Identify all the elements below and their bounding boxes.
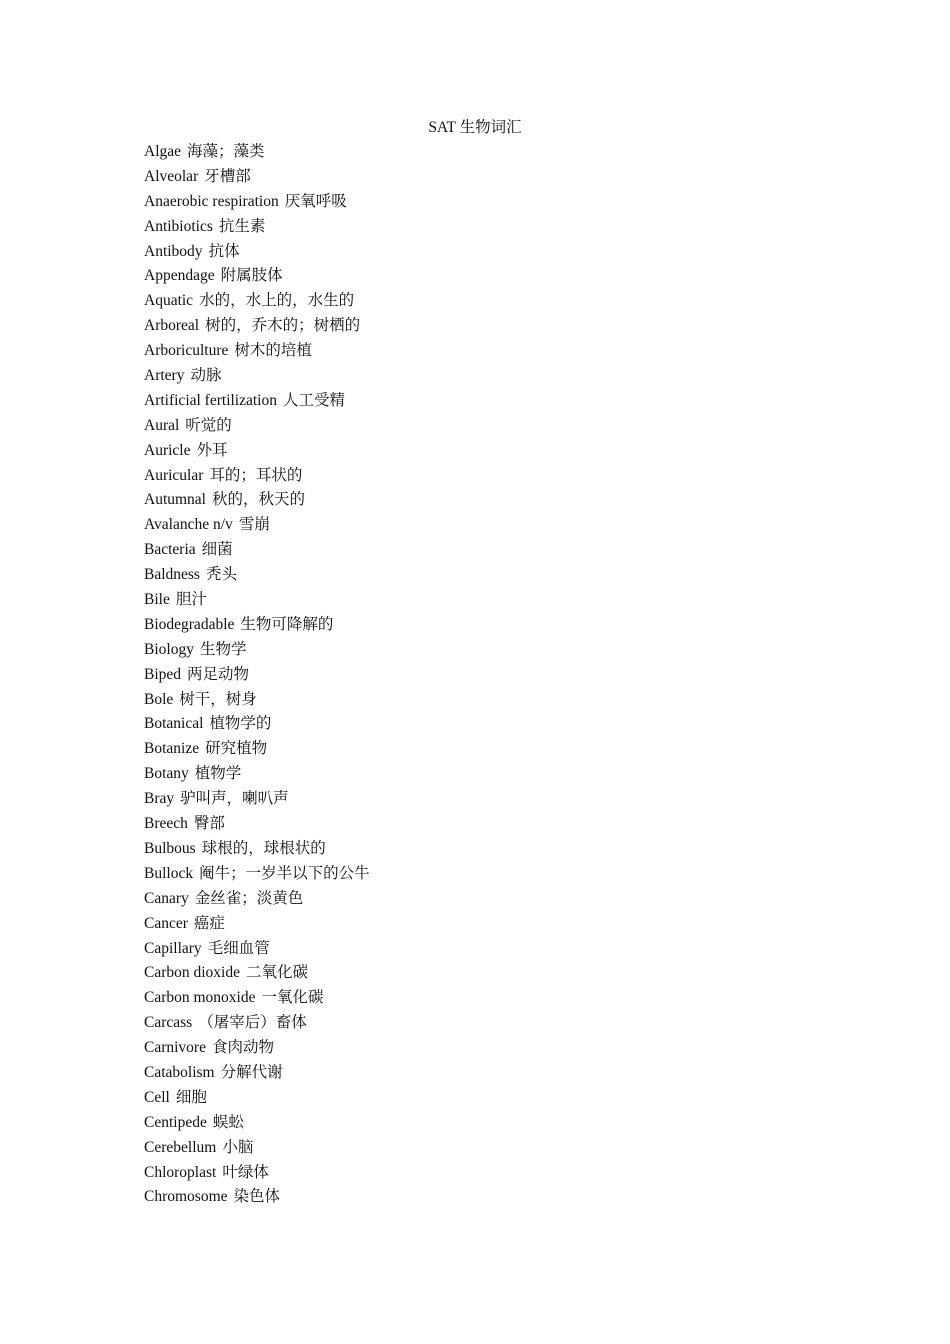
vocab-entry <box>144 613 370 638</box>
vocab-meaning: （屠宰后）畜体 <box>198 1014 307 1032</box>
document-title-text: SAT 生物词汇 <box>428 119 522 136</box>
vocab-entry <box>144 887 370 912</box>
vocab-entry <box>144 414 370 439</box>
vocab-term: Anaerobic respiration <box>144 192 279 210</box>
vocab-term: Carbon dioxide <box>144 964 240 982</box>
vocab-term: Breech <box>144 815 188 833</box>
vocab-term: Capillary <box>144 939 202 957</box>
vocab-meaning: 胆汁 <box>175 591 207 609</box>
vocab-entry <box>144 1136 370 1161</box>
vocab-meaning: 植物学的 <box>209 715 272 733</box>
vocab-meaning: 细菌 <box>201 541 233 559</box>
vocab-entry <box>144 961 370 986</box>
vocab-entry <box>144 464 370 489</box>
vocab-meaning: 蜈蚣 <box>212 1113 244 1131</box>
vocab-meaning: 附属肢体 <box>220 267 283 285</box>
vocab-entry <box>144 314 370 339</box>
vocab-entry <box>144 289 370 314</box>
vocab-entry <box>144 663 370 688</box>
vocab-meaning: 阉牛；一岁半以下的公牛 <box>199 864 370 882</box>
vocab-entry <box>144 1111 370 1136</box>
vocab-meaning: 耳的；耳状的 <box>209 466 303 484</box>
vocab-meaning: 雪崩 <box>238 516 270 534</box>
vocab-meaning: 癌症 <box>193 914 225 932</box>
vocab-meaning: 树干，树身 <box>179 690 257 708</box>
vocab-term: Bile <box>144 591 170 609</box>
vocab-entry <box>144 339 370 364</box>
vocab-entry <box>144 1161 370 1186</box>
vocab-term: Baldness <box>144 566 200 584</box>
vocab-term: Aquatic <box>144 292 194 310</box>
vocab-term: Carnivore <box>144 1039 206 1057</box>
vocab-entry <box>144 912 370 937</box>
vocab-entry <box>144 215 370 240</box>
vocab-meaning: 叶绿体 <box>222 1163 269 1181</box>
vocab-term: Autumnal <box>144 491 206 509</box>
vocab-term: Appendage <box>144 267 215 285</box>
vocab-meaning: 水的，水上的，水生的 <box>199 292 355 310</box>
vocab-entry <box>144 712 370 737</box>
vocab-entry <box>144 1011 370 1036</box>
vocab-term: Antibiotics <box>144 217 213 235</box>
vocab-term: Auricular <box>144 466 204 484</box>
vocab-term: Arboreal <box>144 317 200 335</box>
vocab-entry <box>144 688 370 713</box>
vocab-term: Cancer <box>144 914 188 932</box>
vocab-meaning: 二氧化碳 <box>246 964 309 982</box>
vocab-meaning: 食肉动物 <box>211 1039 274 1057</box>
vocab-meaning: 人工受精 <box>282 391 345 409</box>
vocab-term: Alveolar <box>144 167 199 185</box>
vocab-meaning: 研究植物 <box>205 740 268 758</box>
vocab-term: Biped <box>144 665 182 683</box>
vocab-meaning: 球根的，球根状的 <box>201 839 326 857</box>
vocab-entry <box>144 837 370 862</box>
vocab-entry <box>144 538 370 563</box>
vocab-entry <box>144 1185 370 1210</box>
vocab-meaning: 牙槽部 <box>204 167 251 185</box>
vocab-term: Botanize <box>144 740 200 758</box>
vocab-entry <box>144 190 370 215</box>
vocab-entry <box>144 737 370 762</box>
vocabulary-list <box>144 140 370 1210</box>
vocab-term: Cell <box>144 1088 170 1106</box>
vocab-entry <box>144 762 370 787</box>
vocab-entry <box>144 389 370 414</box>
vocab-meaning: 秋的，秋天的 <box>212 491 306 509</box>
vocab-entry <box>144 986 370 1011</box>
vocab-entry <box>144 563 370 588</box>
vocab-term: Chromosome <box>144 1188 228 1206</box>
vocab-meaning: 细胞 <box>175 1088 207 1106</box>
vocab-meaning: 一氧化碳 <box>261 989 324 1007</box>
vocab-meaning: 抗生素 <box>218 217 266 235</box>
vocab-term: Artificial fertilization <box>144 391 277 409</box>
vocab-entry <box>144 165 370 190</box>
vocab-meaning: 生物可降解的 <box>240 615 334 633</box>
vocab-term: Antibody <box>144 242 203 260</box>
vocab-term: Bullock <box>144 864 194 882</box>
vocab-entry <box>144 1061 370 1086</box>
vocab-term: Bulbous <box>144 839 196 857</box>
vocab-meaning: 抗体 <box>208 242 240 260</box>
vocab-term: Carbon monoxide <box>144 989 256 1007</box>
vocab-meaning: 金丝雀；淡黄色 <box>194 889 304 907</box>
vocab-term: Cerebellum <box>144 1138 217 1156</box>
vocab-entry <box>144 588 370 613</box>
vocab-term: Canary <box>144 889 189 907</box>
vocab-term: Botany <box>144 765 189 783</box>
vocab-entry <box>144 638 370 663</box>
vocab-term: Aural <box>144 416 180 434</box>
vocab-meaning: 外耳 <box>196 441 228 459</box>
vocab-entry <box>144 812 370 837</box>
vocab-entry <box>144 439 370 464</box>
vocab-entry <box>144 140 370 165</box>
vocab-meaning: 秃头 <box>205 566 237 584</box>
vocab-term: Biology <box>144 640 194 658</box>
vocab-meaning: 两足动物 <box>187 665 250 683</box>
vocab-entry <box>144 937 370 962</box>
vocab-entry <box>144 264 370 289</box>
vocab-term: Bray <box>144 790 175 808</box>
vocab-entry <box>144 513 370 538</box>
vocab-meaning: 分解代谢 <box>220 1063 283 1081</box>
vocab-meaning: 动脉 <box>190 367 222 385</box>
document-title <box>0 116 950 140</box>
vocab-entry <box>144 1036 370 1061</box>
vocab-term: Catabolism <box>144 1063 215 1081</box>
vocab-entry <box>144 240 370 265</box>
vocab-meaning: 树的，乔木的；树栖的 <box>205 317 361 335</box>
vocab-term: Auricle <box>144 441 191 459</box>
vocab-meaning: 臀部 <box>193 815 225 833</box>
vocab-term: Artery <box>144 367 185 385</box>
vocab-term: Avalanche n/v <box>144 516 233 534</box>
vocab-term: Algae <box>144 143 182 160</box>
vocab-entry <box>144 364 370 389</box>
vocab-term: Chloroplast <box>144 1163 217 1181</box>
vocab-meaning: 海藻；藻类 <box>187 143 265 160</box>
vocab-term: Bole <box>144 690 174 708</box>
vocab-meaning: 染色体 <box>233 1188 281 1206</box>
vocab-meaning: 听觉的 <box>185 416 232 434</box>
vocab-term: Arboriculture <box>144 342 229 360</box>
vocab-meaning: 树木的培植 <box>234 342 312 360</box>
vocab-entry <box>144 1086 370 1111</box>
vocab-entry <box>144 862 370 887</box>
vocab-term: Bacteria <box>144 541 196 559</box>
vocab-entry <box>144 488 370 513</box>
vocab-meaning: 生物学 <box>199 640 247 658</box>
vocab-meaning: 小脑 <box>222 1138 254 1156</box>
vocab-meaning: 厌氧呼吸 <box>284 192 347 210</box>
vocab-term: Carcass <box>144 1014 193 1032</box>
vocab-term: Biodegradable <box>144 615 235 633</box>
vocab-meaning: 毛细血管 <box>207 939 270 957</box>
vocab-meaning: 植物学 <box>194 765 242 783</box>
vocab-meaning: 驴叫声，喇叭声 <box>180 790 289 808</box>
vocab-term: Botanical <box>144 715 204 733</box>
vocab-entry <box>144 787 370 812</box>
vocab-term: Centipede <box>144 1113 207 1131</box>
